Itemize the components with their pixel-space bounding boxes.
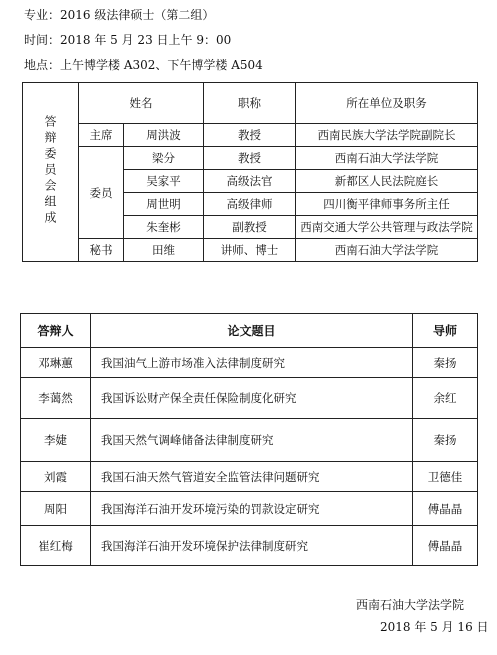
thesis-header-row bbox=[21, 314, 478, 348]
secretary-role: 秘书 bbox=[79, 239, 124, 262]
header-org: 所在单位及职务 bbox=[296, 83, 478, 124]
member-org: 四川衡平律师事务所主任 bbox=[296, 193, 478, 216]
header-thesis-title: 论文题目 bbox=[91, 314, 413, 348]
thesis-row bbox=[21, 419, 478, 462]
student-name: 李婕 bbox=[21, 419, 91, 462]
student-name: 崔红梅 bbox=[21, 526, 91, 566]
thesis-title: 我国海洋石油开发环境污染的罚款设定研究 bbox=[91, 492, 413, 526]
secretary-name: 田维 bbox=[124, 239, 204, 262]
member-name: 吴家平 bbox=[124, 170, 204, 193]
header-name: 姓名 bbox=[79, 83, 204, 124]
thesis-title: 我国天然气调峰储备法律制度研究 bbox=[91, 419, 413, 462]
secretary-org: 西南石油大学法学院 bbox=[296, 239, 478, 262]
thesis-title: 我国海洋石油开发环境保护法律制度研究 bbox=[91, 526, 413, 566]
member-name: 周世明 bbox=[124, 193, 204, 216]
member-org: 西南石油大学法学院 bbox=[296, 147, 478, 170]
member-org: 西南交通大学公共管理与政法学院 bbox=[296, 216, 478, 239]
thesis-title: 我国油气上游市场准入法律制度研究 bbox=[91, 348, 413, 378]
major-info: 专业：2016 级法律硕士（第二组） bbox=[24, 8, 215, 22]
student-name: 周阳 bbox=[21, 492, 91, 526]
thesis-title: 我国石油天然气管道安全监管法律问题研究 bbox=[91, 462, 413, 492]
committee-table bbox=[22, 82, 478, 262]
member-title: 副教授 bbox=[204, 216, 296, 239]
chair-title: 教授 bbox=[204, 124, 296, 147]
member-title: 高级律师 bbox=[204, 193, 296, 216]
header-student: 答辩人 bbox=[21, 314, 91, 348]
advisor-name: 余红 bbox=[413, 378, 478, 419]
chair-org: 西南民族大学法学院副院长 bbox=[296, 124, 478, 147]
advisor-name: 秦扬 bbox=[413, 419, 478, 462]
thesis-row bbox=[21, 526, 478, 566]
member-name: 梁分 bbox=[124, 147, 204, 170]
thesis-table bbox=[20, 313, 478, 566]
thesis-row bbox=[21, 492, 478, 526]
time-info: 时间：2018 年 5 月 23 日上午 9：00 bbox=[24, 33, 232, 47]
member-org: 新都区人民法院庭长 bbox=[296, 170, 478, 193]
thesis-title: 我国诉讼财产保全责任保险制度化研究 bbox=[91, 378, 413, 419]
place-info: 地点：上午博学楼 A302、下午博学楼 A504 bbox=[24, 58, 263, 72]
member-row bbox=[23, 147, 478, 170]
footer-organization: 西南石油大学法学院 bbox=[356, 598, 465, 612]
advisor-name: 秦扬 bbox=[413, 348, 478, 378]
committee-side-label: 答辩委员会组成 bbox=[23, 83, 79, 262]
advisor-name: 卫德佳 bbox=[413, 462, 478, 492]
chair-name: 周洪波 bbox=[124, 124, 204, 147]
thesis-row bbox=[21, 378, 478, 419]
student-name: 李蔼然 bbox=[21, 378, 91, 419]
chair-row bbox=[23, 124, 478, 147]
student-name: 邓琳蕙 bbox=[21, 348, 91, 378]
member-title: 高级法官 bbox=[204, 170, 296, 193]
advisor-name: 傅晶晶 bbox=[413, 526, 478, 566]
thesis-row bbox=[21, 462, 478, 492]
thesis-row bbox=[21, 348, 478, 378]
footer-date: 2018 年 5 月 16 日 bbox=[380, 620, 489, 634]
secretary-row bbox=[23, 239, 478, 262]
student-name: 刘霞 bbox=[21, 462, 91, 492]
member-name: 朱奎彬 bbox=[124, 216, 204, 239]
chair-role: 主席 bbox=[79, 124, 124, 147]
header-title: 职称 bbox=[204, 83, 296, 124]
advisor-name: 傅晶晶 bbox=[413, 492, 478, 526]
secretary-title: 讲师、博士 bbox=[204, 239, 296, 262]
members-role: 委员 bbox=[79, 147, 124, 239]
member-title: 教授 bbox=[204, 147, 296, 170]
header-advisor: 导师 bbox=[413, 314, 478, 348]
